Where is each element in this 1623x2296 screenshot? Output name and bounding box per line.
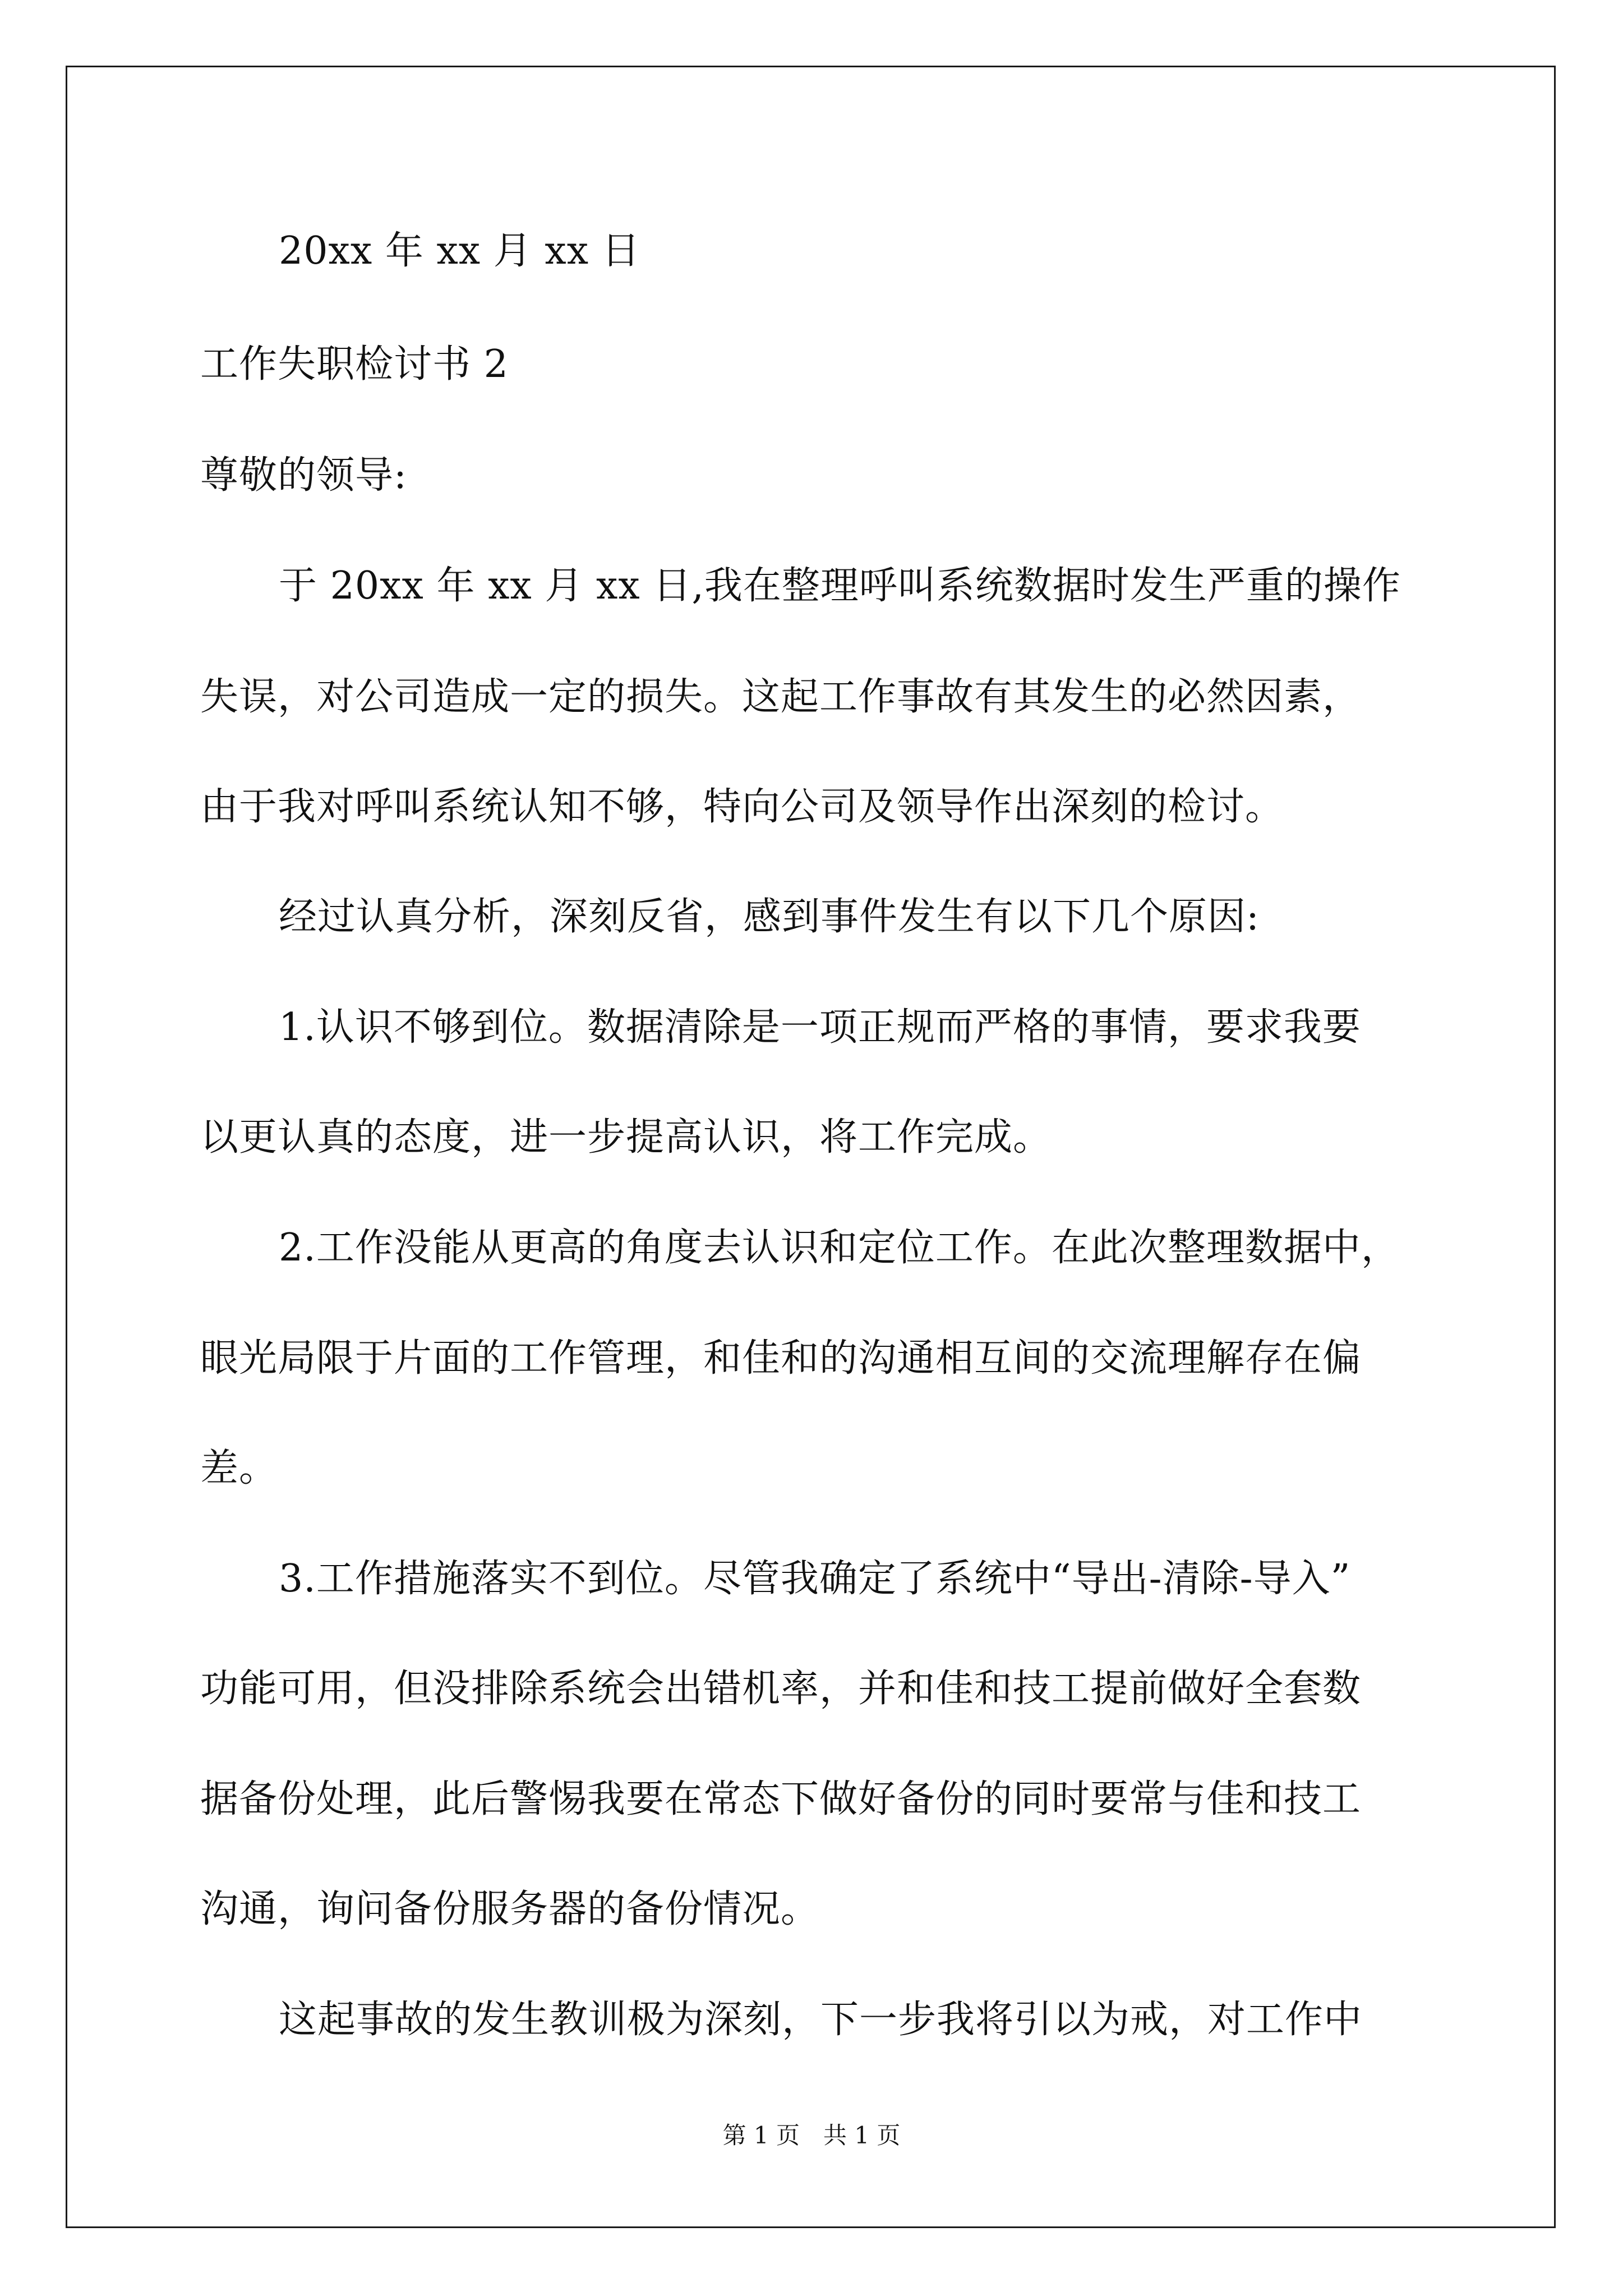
paragraph-line: 差。 <box>200 1446 278 1490</box>
paragraph-line: 眼光局限于片面的工作管理，和佳和的沟通相互间的交流理解存在偏 <box>200 1336 1362 1381</box>
date-line: 20xx 年 xx 月 xx 日 <box>279 229 640 273</box>
document-title: 工作失职检讨书 2 <box>200 342 509 386</box>
paragraph-line: 以更认真的态度，进一步提高认识，将工作完成。 <box>200 1115 1052 1159</box>
paragraph-line: 2.工作没能从更高的角度去认识和定位工作。在此次整理数据中， <box>279 1226 1400 1270</box>
paragraph-line: 由于我对呼叫系统认知不够，特向公司及领导作出深刻的检讨。 <box>200 785 1284 829</box>
paragraph-line: 经过认真分析，深刻反省，感到事件发生有以下几个原因: <box>279 895 1260 939</box>
paragraph-line: 1.认识不够到位。数据清除是一项正规而严格的事情，要求我要 <box>279 1005 1361 1050</box>
paragraph-line: 沟通，询问备份服务器的备份情况。 <box>200 1887 820 1931</box>
page-number-footer: 第 1 页 共 1 页 <box>722 2122 901 2149</box>
paragraph-line: 这起事故的发生教训极为深刻，下一步我将引以为戒，对工作中 <box>279 1998 1363 2042</box>
salutation: 尊敬的领导: <box>200 453 407 498</box>
paragraph-line: 功能可用，但没排除系统会出错机率，并和佳和技工提前做好全套数 <box>200 1667 1362 1711</box>
paragraph-line: 据备份处理，此后警惕我要在常态下做好备份的同时要常与佳和技工 <box>200 1777 1362 1821</box>
paragraph-line: 3.工作措施落实不到位。尽管我确定了系统中“导出-清除-导入” <box>279 1557 1351 1601</box>
paragraph-line: 于 20xx 年 xx 月 xx 日,我在整理呼叫系统数据时发生严重的操作 <box>279 564 1401 608</box>
paragraph-line: 失误，对公司造成一定的损失。这起工作事故有其发生的必然因素， <box>200 675 1362 719</box>
